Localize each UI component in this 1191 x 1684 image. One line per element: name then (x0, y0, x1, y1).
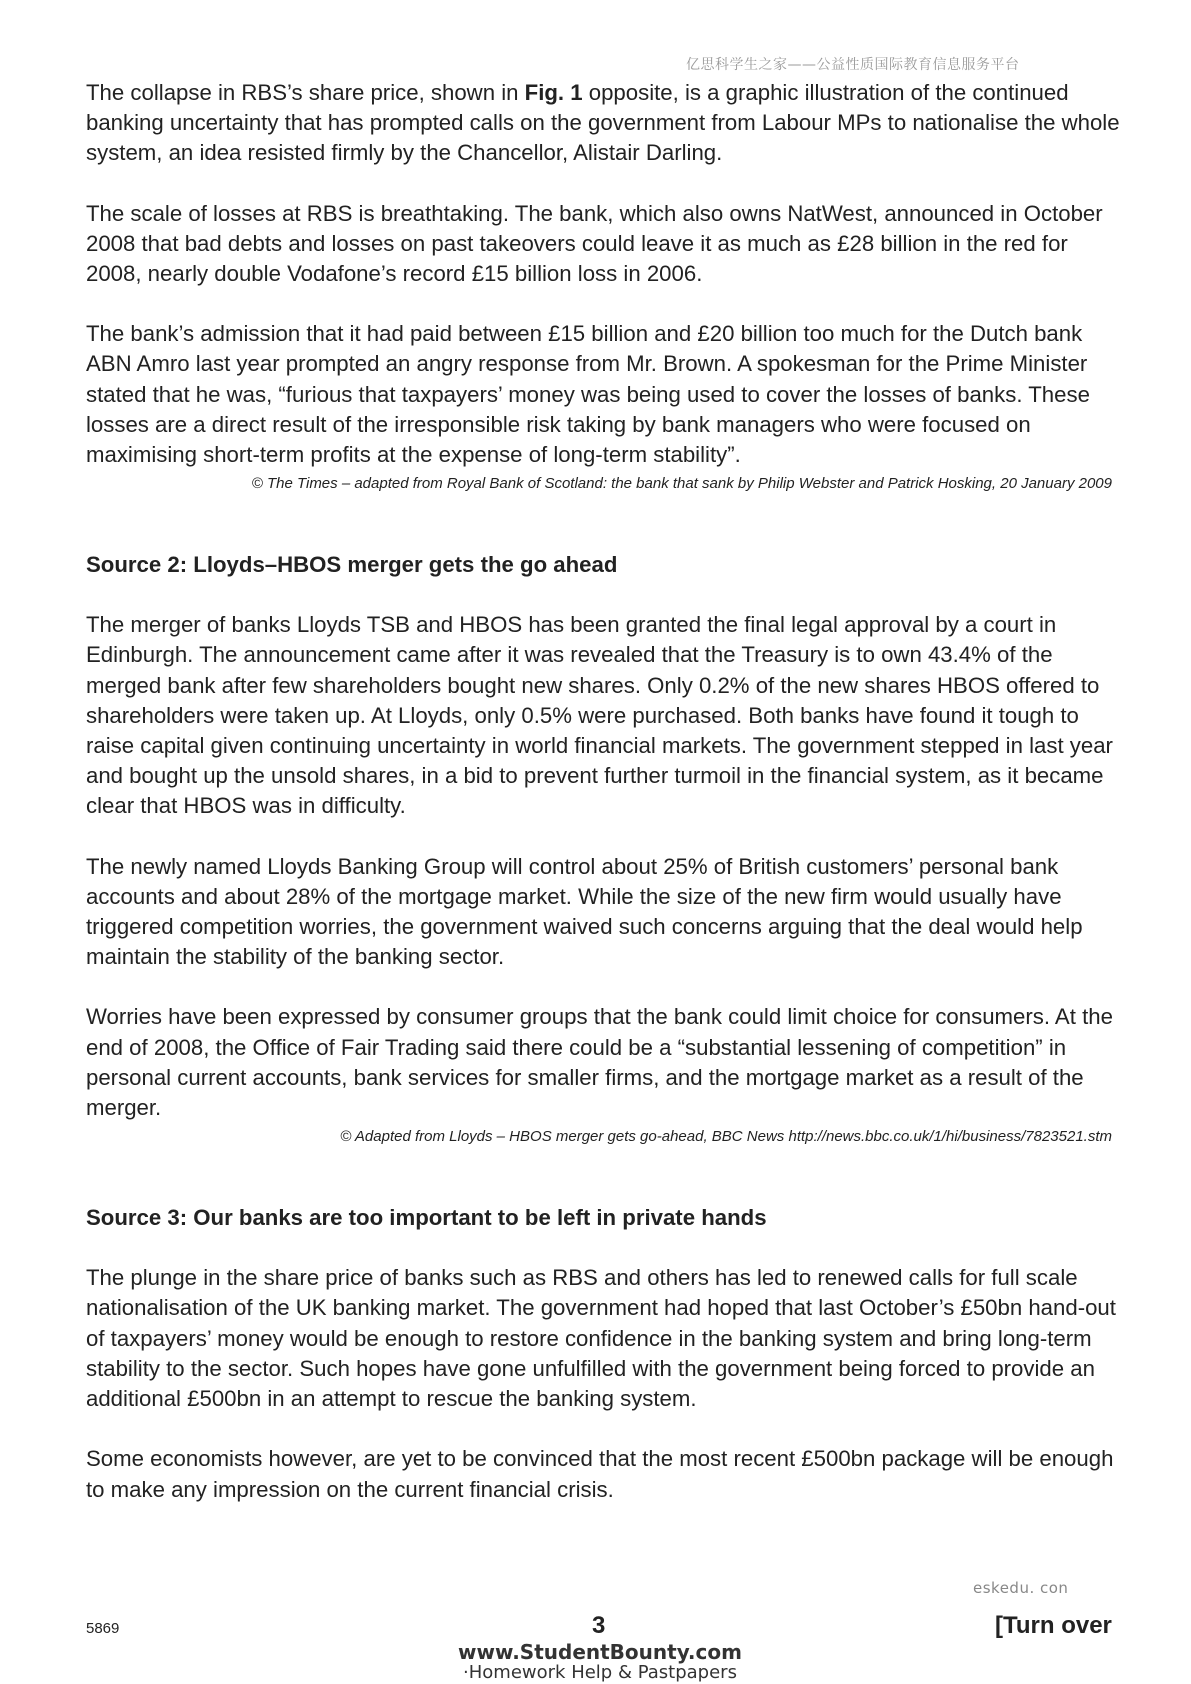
source2-credit: © Adapted from Lloyds – HBOS merger gets go-ahead, BBC News http://news.bbc.co.uk/1/hi/business/7823521.stm (340, 1128, 1112, 1146)
bottom-watermark: eskedu. con (973, 1579, 1069, 1597)
source3-heading: Source 3: Our banks are too important to be left in private hands (86, 1205, 767, 1231)
top-watermark: 亿思科学生之家——公益性质国际教育信息服务平台 (686, 57, 1020, 73)
source3-paragraph-1: The plunge in the share price of banks such as RBS and others has led to renewed calls for full scale nationalisation of the UK banking market. The government had hoped that last October’s £50bn hand-out of taxpayers’ money would be enough to restore confidence in the banking system and bring long-term stability to the sector. Such hopes have gone unfulfilled with the government being forced to provide an additional £500bn in an attempt to rescue the banking system. (86, 1265, 1116, 1412)
source2-paragraph-1: The merger of banks Lloyds TSB and HBOS has been granted the final legal approval by a court in Edinburgh. The announcement came after it was revealed that the Treasury is to own 43.4% of the merged bank after few shareholders bought new shares. Only 0.2% of the new shares HBOS offered to shareholders were taken up. At Lloyds, only 0.5% were purchased. Both banks have found it tough to raise capital given continuing uncertainty in world financial markets. The government stepped in last year and bought up the unsold shares, in a bid to prevent further turmoil in the financial system, as it became clear that HBOS was in difficulty. (86, 612, 1113, 819)
source2-heading: Source 2: Lloyds–HBOS merger gets the go ahead (86, 552, 618, 578)
source1-p1-text: The collapse in RBS’s share price, shown in (86, 80, 525, 105)
studentbounty-logo[interactable] (440, 1641, 760, 1683)
document-body (86, 78, 1126, 1535)
source1-credit: © The Times – adapted from Royal Bank of Scotland: the bank that sank by Philip Webster and Patrick Hosking, 20 January 2009 (251, 475, 1112, 493)
source2-paragraph-3: Worries have been expressed by consumer groups that the bank could limit choice for consumers. At the end of 2008, the Office of Fair Trading said there could be a “substantial lessening of competition” in personal current accounts, bank services for smaller firms, and the mortgage market as a result of the merger. (86, 1004, 1113, 1121)
source2-paragraph-2: The newly named Lloyds Banking Group will control about 25% of British customers’ personal bank accounts and about 28% of the mortgage market. While the size of the new firm would usually have triggered competition worries, the government waived such concerns arguing that the deal would help maintain the stability of the banking sector. (86, 853, 1083, 970)
source1-paragraph-3: The bank’s admission that it had paid between £15 billion and £20 billion too much for the Dutch bank ABN Amro last year prompted an angry response from Mr. Brown. A spokesman for the Prime Minister stated that he was, “furious that taxpayers’ money was being used to cover the losses of banks. These losses are a direct result of the irresponsible risk taking by bank managers who were focused on maximising short-term profits at the expense of long-term stability”. (86, 321, 1090, 468)
turn-over-label: [Turn over (995, 1612, 1112, 1639)
page-number: 3 (592, 1612, 606, 1639)
paper-code: 5869 (86, 1620, 120, 1637)
fig-reference: Fig. 1 (524, 80, 583, 105)
source1-paragraph-1 (86, 78, 1126, 169)
brand-tagline: ·Homework Help & Pastpapers (463, 1662, 737, 1683)
brand-url[interactable]: www.StudentBounty.com (458, 1640, 742, 1664)
source1-paragraph-2: The scale of losses at RBS is breathtaking. The bank, which also owns NatWest, announced in October 2008 that bad debts and losses on past takeovers could leave it as much as £28 billion in the red for 2008, nearly double Vodafone’s record £15 billion loss in 2006. (86, 200, 1103, 287)
source1-p1-text-end: opposite, is a graphic illustration of the continued banking uncertainty that has prompted calls on the government from Labour MPs to nationalise the whole system, an idea resisted firmly by the Chancellor, Alistair Darling. (86, 80, 1120, 166)
source3-paragraph-2: Some economists however, are yet to be convinced that the most recent £500bn package will be enough to make any impression on the current financial crisis. (86, 1446, 1114, 1502)
